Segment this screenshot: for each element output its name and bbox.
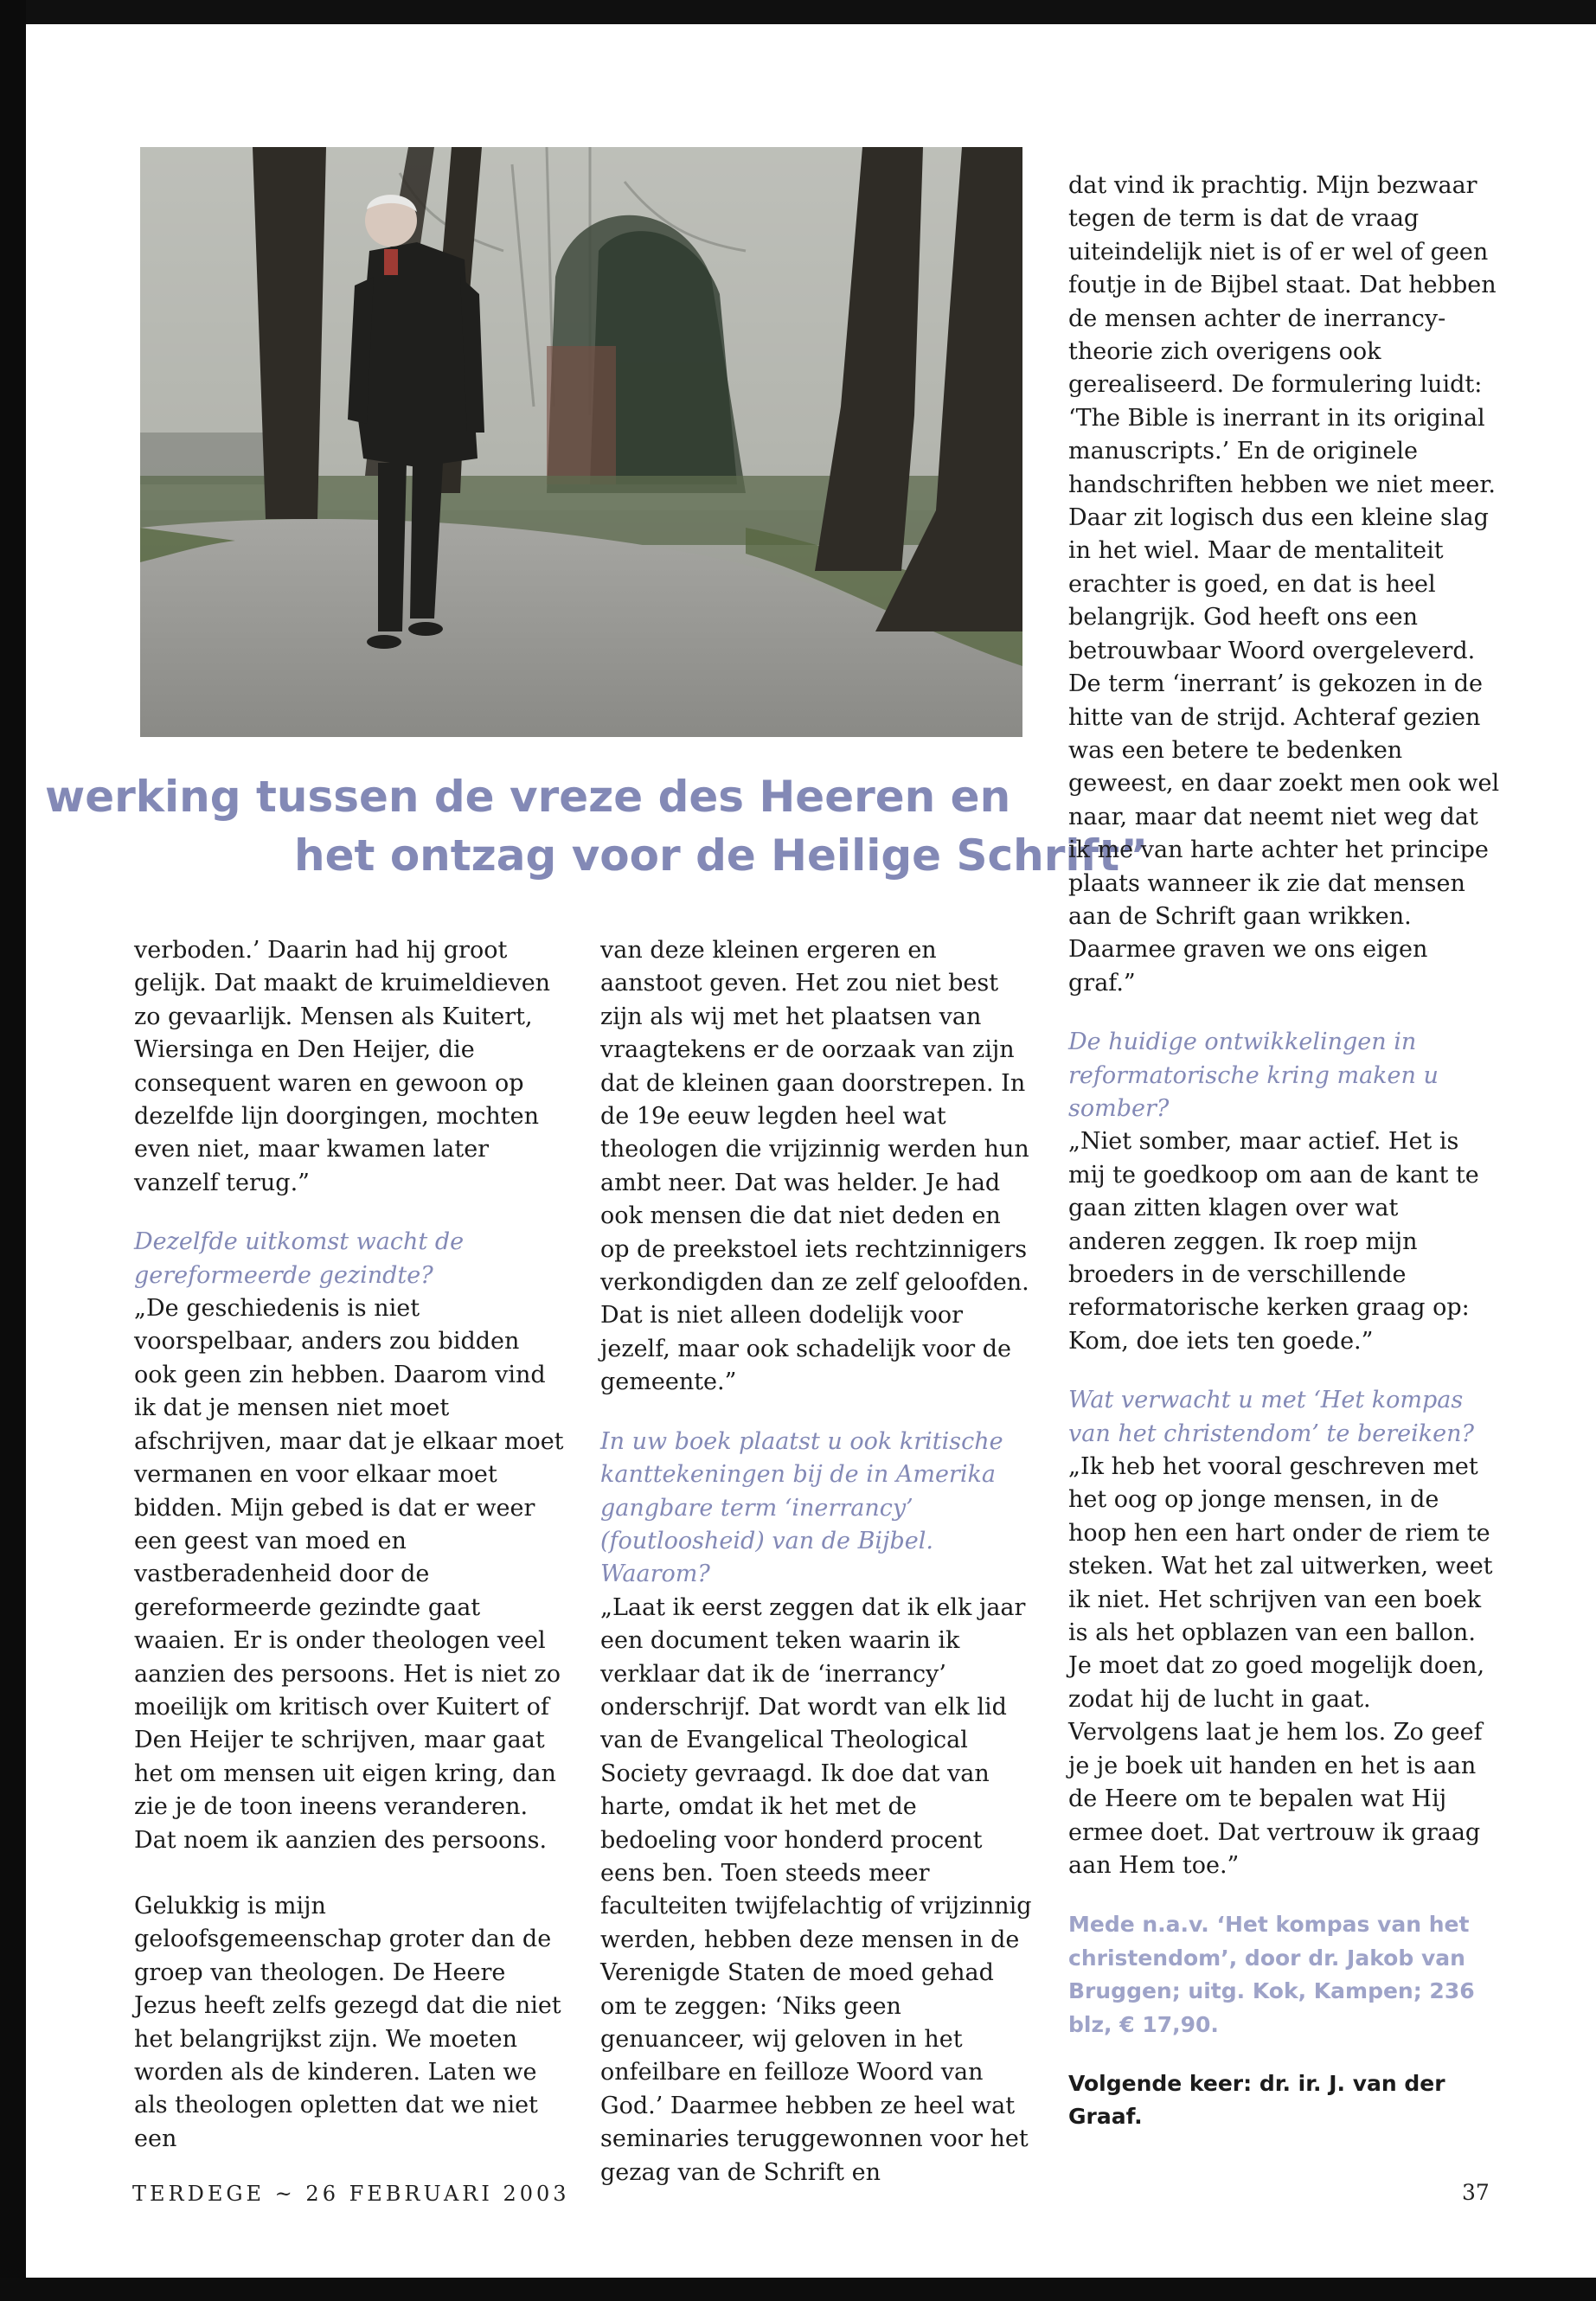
- page-border-bottom: [0, 2278, 1596, 2301]
- interview-question: Wat verwacht u met ‘Het kompas van het christendom’ te bereiken?: [1068, 1387, 1474, 1447]
- body-paragraph: „Ik heb het vooral geschreven met het oog op jonge mensen, in de hoop hen een hart onder de riem te steken. Wat het zal uitwerken, weet ik niet. Het schrijven van een boek is als het opblazen van een ballon. Je moet dat zo goed mogelijk doen, zodat hij de lucht in gaat. Vervolgens laat je hem los. Zo geef je je boek uit handen en het is aan de Heere om te bepalen wat Hij ermee doet. Dat vertrouw ik graag aan Hem toe.”: [1068, 1453, 1493, 1879]
- body-paragraph: dat vind ik prachtig. Mijn bezwaar tegen de term is dat de vraag uiteindelijk niet is of er wel of geen foutje in de Bijbel staat. Dat hebben de mensen achter de inerrancy-theorie zich overigens ook gerealiseerd. De formulering luidt: ‘The Bible is inerrant in its original manuscripts.’ En de originele handschriften hebben we niet meer. Daar zit logisch dus een kleine slag in het wiel. Maar de mentaliteit erachter is goed, en dat is heel belangrijk. God heeft ons een betrouwbaar Woord overgeleverd. De term ‘inerrant’ is gekozen in de hitte van de strijd. Achteraf gezien was een betere te bedenken geweest, en daar zoekt men ook wel naar, maar dat neemt niet weg dat ik me van harte achter het principe plaats wanneer ik zie dat mensen aan de Schrift gaan wrikken. Daarmee graven we ons eigen graf.”: [1068, 172, 1500, 997]
- page-border-left: [0, 0, 26, 2301]
- body-paragraph: van deze kleinen ergeren en aanstoot geven. Het zou niet best zijn als wij met het plaatsen van vraagtekens er de oorzaak van zijn dat de kleinen gaan doorstrepen. In de 19e eeuw legden heel wat theologen die vrijzinnig werden hun ambt neer. Dat was helder. Je had ook mensen die dat niet deden en op de preekstoel iets rechtzinnigers verkondigden dan ze zelf geloofden. Dat is niet alleen dodelijk voor jezelf, maar ook schadelijk voor de gemeente.”: [600, 937, 1029, 1396]
- article-photo: [140, 147, 1022, 737]
- pull-quote-line-2: het ontzag voor de Heilige Schrift”: [294, 830, 1149, 881]
- book-reference: Mede n.a.v. ‘Het kompas van het christendom’, door dr. Jakob van Bruggen; uitg. Kok, Kampen; 236 blz, € 17,90.: [1068, 1912, 1475, 2037]
- article-column-2: [600, 934, 1033, 2189]
- body-paragraph: „Laat ik eerst zeggen dat ik elk jaar een document teken waarin ik verklaar dat ik de ‘inerrancy’ onderschrijf. Dat wordt van elk lid van de Evangelical Theological Society gevraagd. Ik doe dat van harte, omdat ik het met de bedoeling voor honderd procent eens ben. Toen steeds meer faculteiten twijfelachtig of vrijzinnig werden, hebben deze mensen in de Verenigde Staten de moed gehad om te zeggen: ‘Niks geen genuanceer, wij geloven in het onfeilbare en feilloze Woord van God.’ Daarmee hebben ze heel wat seminaries teruggewonnen voor het gezag van de Schrift en: [600, 1593, 1032, 2186]
- pull-quote: [45, 767, 1149, 885]
- article-column-3: [1068, 170, 1501, 2134]
- body-paragraph: Gelukkig is mijn geloofsgemeenschap groter dan de groep van theologen. De Heere Jezus heeft zelfs gezegd dat die niet het belangrijkst zijn. We moeten worden als de kinderen. Laten we als theologen opletten dat we niet een: [134, 1892, 561, 2152]
- page-number: 37: [1462, 2180, 1490, 2205]
- pull-quote-line-1: werking tussen de vreze des Heeren en: [45, 772, 1011, 822]
- body-paragraph: „De geschiedenis is niet voorspelbaar, anders zou bidden ook geen zin hebben. Daarom vind ik dat je mensen niet moet afschrijven, maar dat je elkaar moet vermanen en voor elkaar moet bidden. Mijn gebed is dat er weer een geest van moed en vastberadenheid door de gereformeerde gezindte gaat waaien. Er is onder theologen veel aanzien des persoons. Het is niet zo moeilijk om kritisch over Kuitert of Den Heijer te schrijven, maar gaat het om mensen uit eigen kring, dan zie je de toon ineens veranderen. Dat noem ik aanzien des persoons.: [134, 1295, 564, 1854]
- article-column-1: [134, 934, 567, 2156]
- body-paragraph: „Niet somber, maar actief. Het is mij te goedkoop om aan de kant te gaan zitten klagen over wat anderen zeggen. Ik roep mijn broeders in de verschillende reformatorische kerken graag op: Kom, doe iets ten goede.”: [1068, 1128, 1479, 1355]
- interview-question: Dezelfde uitkomst wacht de gereformeerde gezindte?: [134, 1228, 465, 1289]
- body-paragraph: verboden.’ Daarin had hij groot gelijk. Dat maakt de kruimeldieven zo gevaarlijk. Mensen als Kuitert, Wiersinga en Den Heijer, die consequent waren en gewoon op dezelfde lijn doorgingen, mochten even niet, maar kwamen later vanzelf terug.”: [134, 937, 551, 1196]
- next-issue-note: Volgende keer: dr. ir. J. van der Graaf.: [1068, 2070, 1445, 2130]
- interview-question: In uw boek plaatst u ook kritische kanttekeningen bij de in Amerika gangbare term ‘inerrancy’ (foutloosheid) van de Bijbel. Waarom?: [600, 1427, 1003, 1588]
- page-border-top: [0, 0, 1596, 24]
- footer-publication-date: TERDEGE ~ 26 FEBRUARI 2003: [132, 2182, 570, 2206]
- interview-question: De huidige ontwikkelingen in reformatorische kring maken u somber?: [1068, 1029, 1439, 1122]
